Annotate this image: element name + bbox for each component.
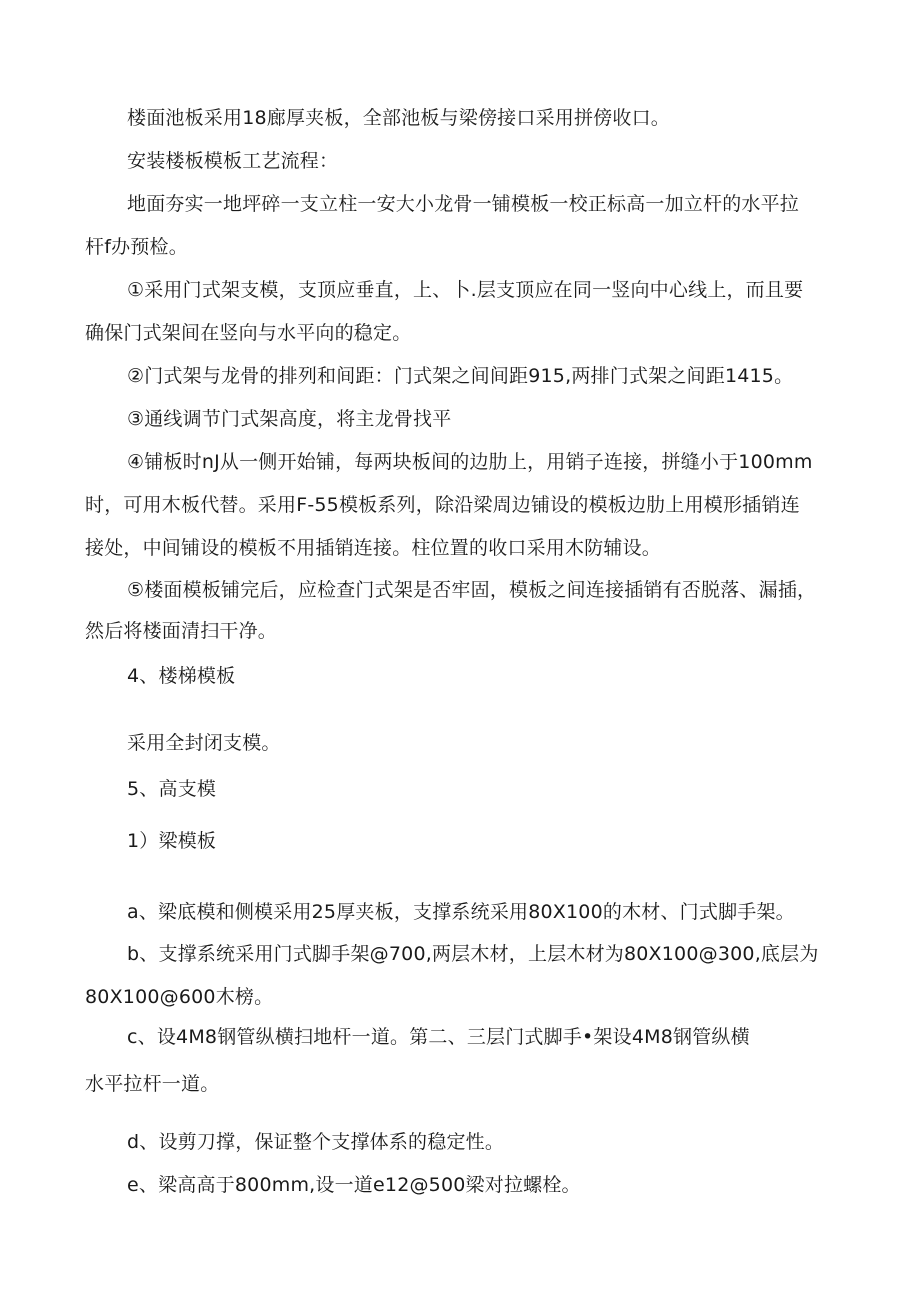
text-line: e、梁高高于800mm,设一道e12@500梁对拉螺栓。	[127, 1174, 581, 1196]
text-line: 杆f办预检。	[85, 236, 188, 258]
text-line: ①采用门式架支模，支顶应垂直，上、卜.层支顶应在同一竖向中心线上，而且要	[127, 279, 804, 301]
text-line: c、设4M8钢管纵横扫地杆一道。第二、三层门式脚手•架设4M8钢管纵横	[127, 1026, 750, 1048]
text-line: d、设剪刀撑，保证整个支撑体系的稳定性。	[127, 1131, 505, 1153]
text-line: 时，可用木板代替。采用F-55模板系列，除沿梁周边铺设的模板边肋上用模形插销连	[85, 494, 800, 516]
text-line: ⑤楼面模板铺完后，应检查门式架是否牢固，模板之间连接插销有否脱落、漏插，	[127, 579, 817, 601]
text-line: ④铺板时nJ从一侧开始铺，每两块板间的边肋上，用销子连接，拼缝小于100mm	[127, 451, 813, 473]
section-heading: 4、楼梯模板	[127, 665, 236, 687]
text-line: 水平拉杆一道。	[85, 1073, 220, 1095]
text-line: 采用全封闭支模。	[127, 732, 281, 754]
section-heading: 5、高支模	[127, 778, 217, 800]
text-line: ②门式架与龙骨的排列和间距：门式架之间间距915,两排门式架之间距1415。	[127, 365, 794, 387]
text-line: 地面夯实一地坪碎一支立柱一安大小龙骨一铺模板一校正标高一加立杆的水平拉	[127, 193, 800, 215]
text-line: ③通线调节门式架高度，将主龙骨找平	[127, 408, 452, 430]
text-line: 确保门式架间在竖向与水平向的稳定。	[85, 322, 412, 344]
text-line: a、梁底模和侧模采用25厚夹板，支撑系统采用80X100的木材、门式脚手架。	[127, 901, 795, 923]
text-line: 安装楼板模板工艺流程：	[127, 150, 339, 172]
text-line: b、支撑系统采用门式脚手架@700,两层木材，上层木材为80X100@300,底层为	[127, 943, 819, 965]
text-line: 接处，中间铺设的模板不用插销连接。柱位置的收口采用木防辅设。	[85, 537, 662, 559]
text-line: 楼面池板采用18廊厚夹板，全部池板与梁傍接口采用拼傍收口。	[127, 107, 670, 129]
text-line: 80X100@600木榜。	[85, 986, 274, 1008]
subsection-heading: 1）梁模板	[127, 830, 217, 852]
text-line: 然后将楼面清扫干净。	[85, 620, 278, 642]
